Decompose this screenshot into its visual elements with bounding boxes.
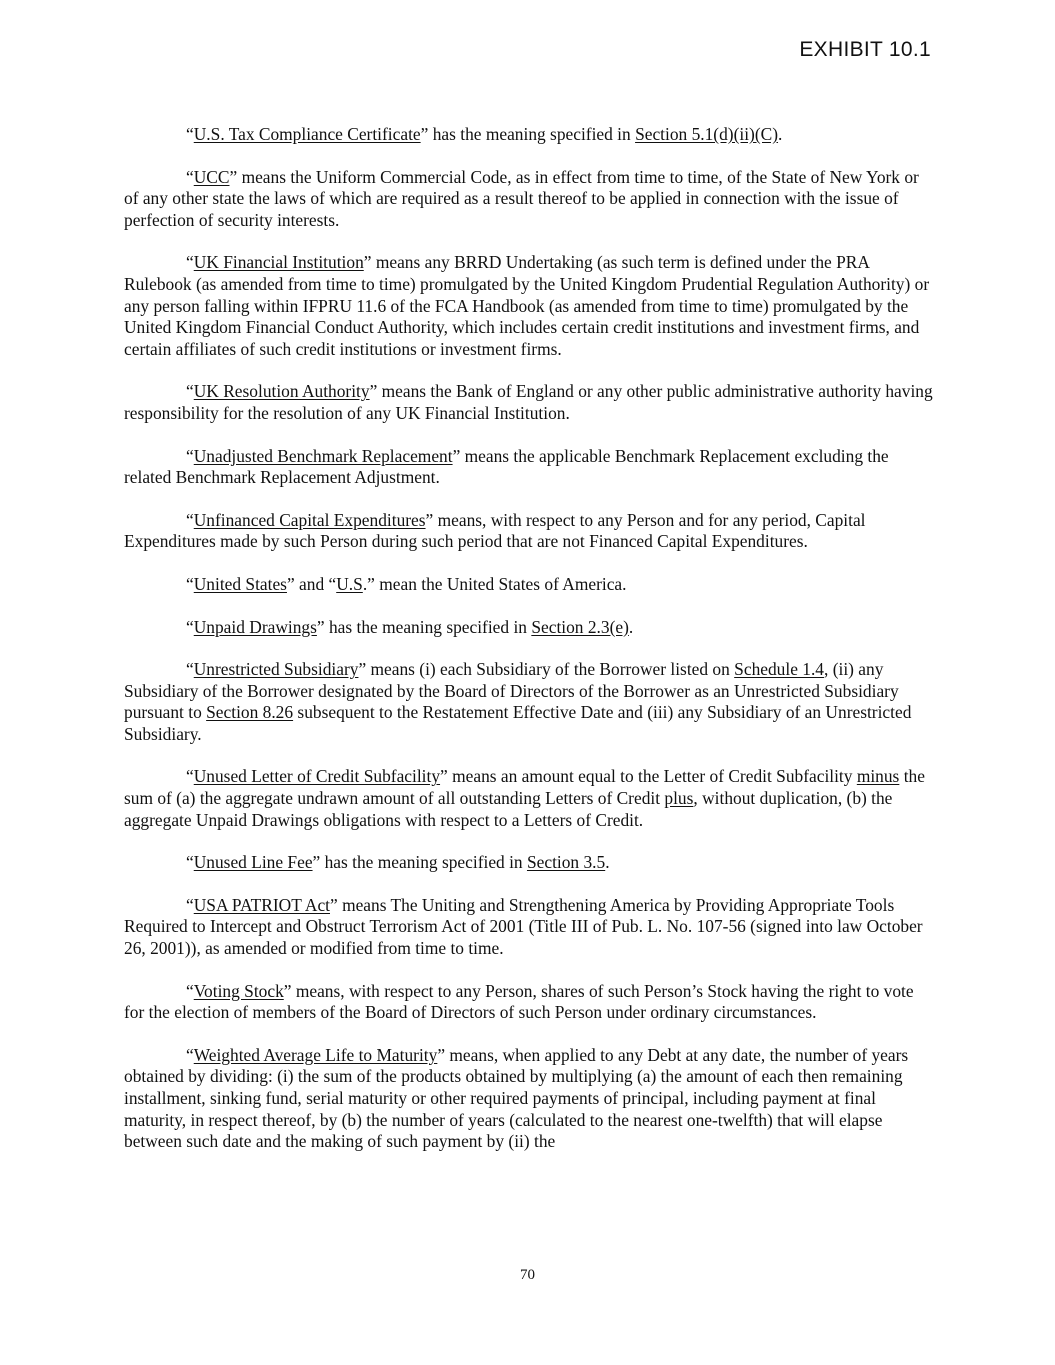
definition-paragraph (124, 852, 934, 874)
definition-paragraph (124, 124, 934, 146)
paragraph-text: “ (186, 381, 194, 402)
underlined-term: Unused Line Fee (193, 852, 313, 873)
underlined-term: Unused Letter of Credit Subfacility (193, 766, 441, 787)
page-number: 70 (520, 1267, 535, 1283)
paragraph-text: . (778, 124, 783, 144)
definition-paragraph (124, 981, 934, 1024)
definition-paragraph (124, 617, 934, 639)
underlined-term: UCC (193, 166, 230, 187)
paragraph-text: ” has the meaning specified in (316, 616, 532, 637)
paragraph-text: “ (186, 894, 194, 915)
underlined-term: Weighted Average Life to Maturity (193, 1044, 438, 1065)
definition-paragraph (124, 446, 934, 489)
paragraph-text: “ (186, 166, 194, 187)
paragraph-text: the sum of (a) the aggregate undrawn amount of all outstanding Letters of Credit (124, 766, 925, 809)
definition-paragraph (124, 766, 934, 831)
paragraph-text: “ (186, 509, 194, 530)
underlined-term: Section 2.3(e) (531, 616, 629, 637)
definition-paragraph (124, 1045, 934, 1153)
underlined-term: Section 8.26 (206, 702, 294, 723)
paragraph-text: ” means an amount equal to the Letter of Credit Subfacility (440, 766, 857, 787)
paragraph-text: “ (186, 980, 194, 1001)
underlined-term: minus (856, 766, 900, 787)
definition-paragraph (124, 574, 934, 596)
definition-paragraph (124, 167, 934, 232)
underlined-term: USA PATRIOT Act (193, 894, 330, 915)
underlined-term: Section 5.1(d)(ii)(C) (635, 124, 779, 144)
paragraph-text: subsequent to the Restatement Effective Date and (iii) any Subsidiary of an Unrestricted Subsidiary. (124, 702, 912, 744)
underlined-term: Unrestricted Subsidiary (193, 659, 359, 680)
paragraph-text: ” means the Uniform Commercial Code, as in effect from time to time, of the State of New York or of any other state the laws of which are required as a result thereof to be applied in connection with the issue of perfection of security interests. (124, 166, 919, 230)
underlined-term: UK Resolution Authority (193, 381, 370, 402)
paragraph-text: ” means, with respect to any Person and for any period, Capital Expenditures made by such Person during such period that are not Financed Capital Expenditures. (124, 509, 866, 552)
paragraph-text: ” means, when applied to any Debt at any date, the number of years obtained by dividing: (i) the sum of the products obtained by multiplying (a) the amount of each then remaining installment, sinking fund, serial maturity or other required payments of principal, including payment at final maturity, in respect thereof, by (b) the number of years (calculated to the nearest one-twelfth) that will elapse between such date and the making of such payment by (ii) the (124, 1044, 909, 1152)
definition-paragraph (124, 659, 934, 745)
underlined-term: plus (664, 788, 694, 809)
definition-paragraph (124, 381, 934, 424)
underlined-term: Unpaid Drawings (193, 616, 317, 637)
underlined-term: Unfinanced Capital Expenditures (193, 509, 426, 530)
paragraph-text: ” and “ (286, 573, 337, 594)
paragraph-text: ” means the Bank of England or any other public administrative authority having responsibility for the resolution of any UK Financial Institution. (124, 381, 933, 423)
underlined-term: Unadjusted Benchmark Replacement (193, 445, 453, 466)
underlined-term: U.S (336, 573, 363, 594)
paragraph-text: , (ii) any Subsidiary of the Borrower designated by the Board of Directors of the Borrower as an Unrestricted Subsidiary pursuant to (124, 659, 899, 723)
paragraph-text: “ (186, 573, 194, 594)
definition-paragraph (124, 895, 934, 960)
definition-paragraph (124, 252, 934, 360)
paragraph-text: . (605, 852, 610, 873)
exhibit-label: EXHIBIT 10.1 (799, 38, 931, 61)
paragraph-text: , without duplication, (b) the aggregate Unpaid Drawings obligations with respect to a Letters of Credit. (124, 788, 893, 830)
paragraph-text: “ (186, 1044, 194, 1065)
paragraph-text: ” has the meaning specified in (312, 852, 527, 873)
paragraph-text: “ (186, 766, 194, 787)
underlined-term: United States (193, 573, 287, 594)
paragraph-text: “ (186, 124, 194, 144)
definition-paragraph (124, 510, 934, 553)
paragraph-text: ” means the applicable Benchmark Replacement excluding the related Benchmark Replacement Adjustment. (124, 445, 889, 488)
paragraph-text: ” means The Uniting and Strengthening America by Providing Appropriate Tools Required to Intercept and Obstruct Terrorism Act of 2001 (Title III of Pub. L. No. 107-56 (signed into law October 26, 2001)), as amended or modified from time to time. (124, 894, 923, 959)
paragraph-text: . (628, 616, 634, 637)
paragraph-text: ” means any BRRD Undertaking (as such term is defined under the PRA Rulebook (as amended from time to time) promulgated by the United Kingdom Prudential Regulation Authority) or any person falling within IFPRU 11.6 of the FCA Handbook (as amended from time to time) promulgated by the United Kingdom Financial Conduct Authority, which includes certain credit institutions and investment firms, and certain affiliates of such credit institutions or investment firms. (124, 252, 930, 359)
paragraph-text: “ (186, 445, 194, 466)
underlined-term: Section 3.5 (526, 852, 606, 873)
underlined-term: U.S. Tax Compliance Certificate (193, 124, 421, 144)
underlined-term: Voting Stock (193, 980, 284, 1001)
underlined-term: UK Financial Institution (193, 252, 364, 273)
paragraph-text: ” has the meaning specified in (420, 124, 636, 144)
document-body (124, 124, 934, 1174)
paragraph-text: “ (186, 252, 194, 273)
paragraph-text: “ (186, 659, 194, 680)
paragraph-text: “ (186, 852, 194, 873)
paragraph-text: “ (186, 616, 194, 637)
paragraph-text: .” mean the United States of America. (362, 573, 627, 594)
paragraph-text: ” means, with respect to any Person, shares of such Person’s Stock having the right to vote for the election of members of the Board of Directors of such Person under ordinary circumstances. (124, 980, 914, 1023)
underlined-term: Schedule 1.4 (734, 659, 825, 680)
paragraph-text: ” means (i) each Subsidiary of the Borrower listed on (358, 659, 735, 680)
